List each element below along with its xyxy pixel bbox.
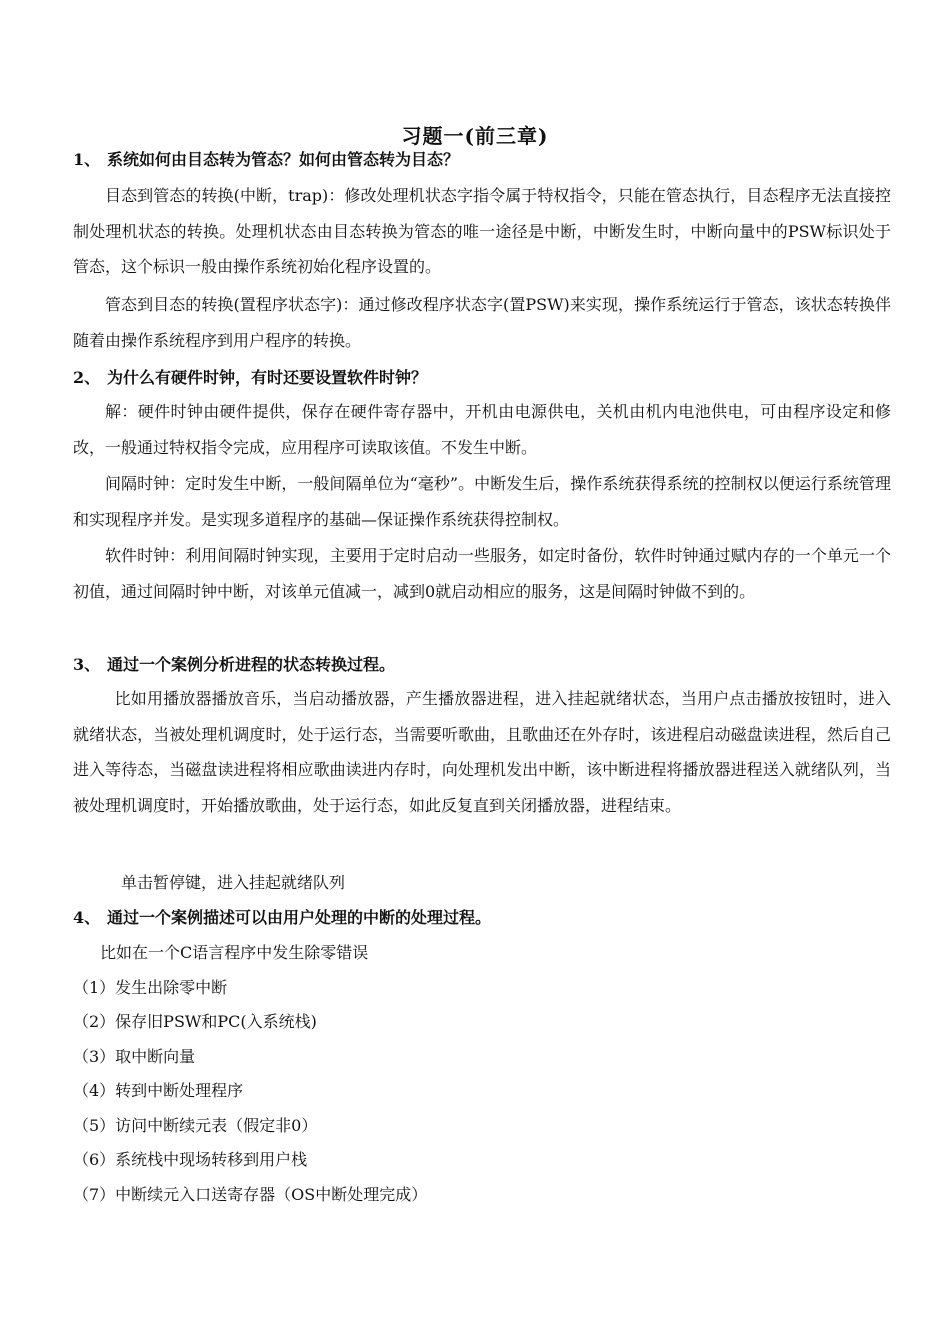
question-text: 通过一个案例描述可以由用户处理的中断的处理过程。: [107, 908, 492, 927]
q4-step: （5）访问中断续元表（假定非0）: [73, 1116, 318, 1135]
q4-step: （1）发生出除零中断: [73, 978, 228, 997]
question-text: 为什么有硬件时钟，有时还要设置软件时钟？: [107, 368, 428, 387]
question-1: [73, 148, 893, 172]
q4-step: （7）中断续元入口送寄存器（OS中断处理完成）: [73, 1185, 428, 1204]
q4-step: （3）取中断向量: [73, 1047, 196, 1066]
q3-paragraph-2: 单击暂停键，进入挂起就绪队列: [121, 873, 346, 892]
question-2: [73, 366, 893, 390]
question-text: 通过一个案例分析进程的状态转换过程。: [107, 655, 396, 674]
q1-paragraph-1: 目态到管态的转换(中断，trap)：修改处理机状态字指令属于特权指令，只能在管态执行，目态程序无法直接控制处理机状态的转换。处理机状态由目态转换为管态的唯一途径是中断，中断发生时，中断向量中的PSW标识处于管态，这个标识一般由操作系统初始化程序设置的。: [73, 186, 891, 276]
question-text: 系统如何由目态转为管态？如何由管态转为目态？: [107, 150, 460, 169]
page-title: 习题一(前三章): [401, 124, 549, 148]
question-4: [73, 906, 893, 930]
question-number: 4、: [73, 908, 101, 927]
question-3: [73, 653, 893, 677]
q2-paragraph-1: 解：硬件时钟由硬件提供，保存在硬件寄存器中，开机由电源供电，关机由机内电池供电，可由程序设定和修改，一般通过特权指令完成，应用程序可读取该值。不发生中断。: [73, 402, 891, 457]
question-number: 2、: [73, 368, 101, 387]
q1-paragraph-2: 管态到目态的转换(置程序状态字)：通过修改程序状态字(置PSW)来实现，操作系统运行于管态，该状态转换伴随着由操作系统程序到用户程序的转换。: [73, 295, 891, 350]
q2-paragraph-3: 软件时钟：利用间隔时钟实现，主要用于定时启动一些服务，如定时备份，软件时钟通过赋内存的一个单元一个初值，通过间隔时钟中断，对该单元值减一，减到0就启动相应的服务，这是间隔时钟做不到的。: [73, 546, 891, 601]
q4-step: （4）转到中断处理程序: [73, 1081, 244, 1100]
q2-paragraph-2: 间隔时钟：定时发生中断，一般间隔单位为“毫秒”。中断发生后，操作系统获得系统的控制权以便运行系统管理和实现程序并发。是实现多道程序的基础—保证操作系统获得控制权。: [73, 474, 891, 529]
question-number: 3、: [73, 655, 101, 674]
q4-step: （6）系统栈中现场转移到用户栈: [73, 1150, 308, 1169]
q4-step: （2）保存旧PSW和PC(入系统栈): [73, 1012, 317, 1031]
q4-intro: 比如在一个C语言程序中发生除零错误: [100, 943, 369, 962]
q3-paragraph-1: 比如用播放器播放音乐，当启动播放器，产生播放器进程，进入挂起就绪状态，当用户点击播放按钮时，进入就绪状态，当被处理机调度时，处于运行态，当需要听歌曲，且歌曲还在外存时，该进程启动磁盘读进程，然后自己进入等待态，当磁盘读进程将相应歌曲读进内存时，向处理机发出中断，该中断进程将播放器进程送入就绪队列，当被处理机调度时，开始播放歌曲，处于运行态，如此反复直到关闭播放器，进程结束。: [73, 689, 891, 815]
question-number: 1、: [73, 150, 101, 169]
